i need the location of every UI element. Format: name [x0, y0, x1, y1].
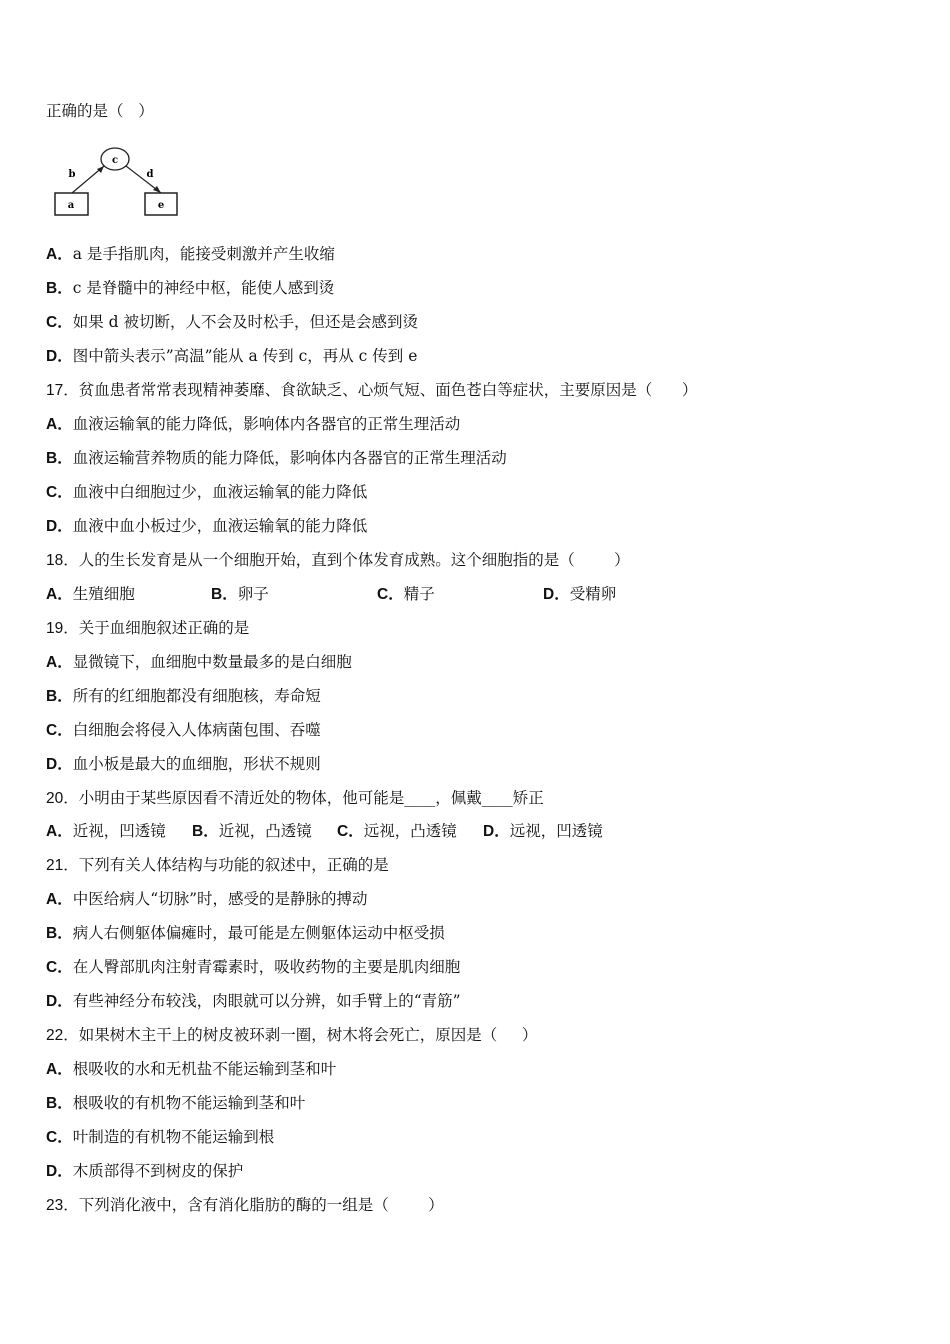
q20-option-a — [46, 821, 166, 842]
option-label: A． — [46, 654, 73, 671]
option-label: A． — [46, 823, 73, 840]
edge-b-label: b — [68, 169, 76, 180]
q20-options-row — [46, 821, 846, 841]
q18-option-c — [377, 584, 435, 605]
q23-stem — [46, 1195, 444, 1216]
option-text: 远视，凸透镜 — [363, 822, 457, 840]
q16-option-b — [46, 278, 334, 299]
option-text: c 是脊髓中的神经中枢，能使人感到烫 — [72, 279, 335, 297]
q19-stem — [46, 618, 249, 639]
option-label: C． — [46, 314, 73, 331]
node-c-label: c — [111, 155, 119, 166]
q21-stem — [46, 855, 389, 876]
option-label: B． — [46, 688, 73, 705]
q21-option-b — [46, 923, 445, 944]
option-label: D． — [46, 518, 73, 535]
option-text: 叶制造的有机物不能运输到根 — [72, 1128, 275, 1146]
q17-option-a — [46, 414, 460, 435]
option-text: 中医给病人“切脉”时，感受的是静脉的搏动 — [72, 890, 368, 908]
option-label: A． — [46, 586, 73, 603]
option-text: 精子 — [403, 585, 435, 603]
option-label: B． — [46, 450, 73, 467]
question-text: 贫血患者常常表现精神萎靡、食欲缺乏、心烦气短、面色苍白等症状，主要原因是（ ） — [78, 381, 698, 399]
q18-options-row — [46, 584, 846, 604]
option-label: C． — [46, 1129, 73, 1146]
q20-option-c — [337, 821, 457, 842]
q21-option-a — [46, 889, 368, 910]
option-label: A． — [46, 891, 73, 908]
q16-option-d — [46, 346, 417, 367]
reflex-arc-diagram — [46, 142, 186, 222]
edge-b-arrowhead — [97, 166, 104, 173]
q16-option-c — [46, 312, 418, 333]
option-text: 根吸收的有机物不能运输到茎和叶 — [72, 1094, 306, 1112]
q17-option-b — [46, 448, 507, 469]
option-label: C． — [46, 959, 73, 976]
option-text: 受精卵 — [569, 585, 617, 603]
option-text: 有些神经分布较浅，肉眼就可以分辨，如手臂上的“青筋” — [72, 992, 461, 1010]
option-label: D． — [46, 756, 73, 773]
option-label: B． — [46, 1095, 73, 1112]
option-label: A． — [46, 1061, 73, 1078]
question-number: 18． — [46, 552, 79, 569]
question-text: 如果树木主干上的树皮被环剥一圈，树木将会死亡，原因是（ ） — [78, 1026, 538, 1044]
option-label: D． — [46, 348, 73, 365]
question-number: 19． — [46, 620, 79, 637]
option-text: 图中箭头表示”高温”能从 a 传到 c，再从 c 传到 e — [72, 347, 418, 365]
option-label: C． — [46, 484, 73, 501]
edge-d-label: d — [146, 169, 154, 180]
option-text: 生殖细胞 — [72, 585, 135, 603]
node-e-label: e — [157, 200, 165, 211]
option-label: C． — [337, 823, 364, 840]
question-number: 23． — [46, 1197, 79, 1214]
option-text: 血小板是最大的血细胞，形状不规则 — [72, 755, 321, 773]
option-text: 显微镜下，血细胞中数量最多的是白细胞 — [72, 653, 352, 671]
question-number: 20． — [46, 790, 79, 807]
option-text: 近视，凹透镜 — [72, 822, 166, 840]
q19-option-d — [46, 754, 321, 775]
question-text: 下列有关人体结构与功能的叙述中，正确的是 — [78, 856, 389, 874]
question-number: 17． — [46, 382, 79, 399]
option-text: 血液运输营养物质的能力降低，影响体内各器官的正常生理活动 — [72, 449, 507, 467]
q18-option-a — [46, 584, 135, 605]
q22-option-b — [46, 1093, 305, 1114]
question-number: 22． — [46, 1027, 79, 1044]
option-label: B． — [46, 925, 73, 942]
question-text: 人的生长发育是从一个细胞开始，直到个体发育成熟。这个细胞指的是（ ） — [78, 551, 630, 569]
option-text: 血液中血小板过少，血液运输氧的能力降低 — [72, 517, 368, 535]
q22-stem — [46, 1025, 537, 1046]
option-text: a 是手指肌肉，能接受刺激并产生收缩 — [72, 245, 335, 263]
option-label: D． — [483, 823, 510, 840]
q20-stem — [46, 788, 544, 809]
option-label: C． — [46, 722, 73, 739]
q18-option-b — [211, 584, 269, 605]
question-text: 小明由于某些原因看不清近处的物体，他可能是____，佩戴____矫正 — [78, 789, 544, 807]
question-number: 21． — [46, 857, 79, 874]
option-label: B． — [46, 280, 73, 297]
option-label: B． — [211, 586, 238, 603]
node-a-label: a — [67, 200, 75, 211]
option-text: 血液中白细胞过少，血液运输氧的能力降低 — [72, 483, 368, 501]
q18-option-d — [543, 584, 616, 605]
option-label: D． — [46, 1163, 73, 1180]
q18-stem — [46, 550, 630, 571]
q17-option-d — [46, 516, 367, 537]
q22-option-a — [46, 1059, 336, 1080]
q19-option-a — [46, 652, 352, 673]
option-label: D． — [543, 586, 570, 603]
option-text: 血液运输氧的能力降低，影响体内各器官的正常生理活动 — [72, 415, 461, 433]
q20-option-d — [483, 821, 603, 842]
option-label: B． — [192, 823, 219, 840]
q19-option-c — [46, 720, 321, 741]
q17-option-c — [46, 482, 367, 503]
question-text: 下列消化液中，含有消化脂肪的酶的一组是（ ） — [78, 1196, 444, 1214]
option-text: 近视，凸透镜 — [218, 822, 312, 840]
q16-stem-tail: 正确的是（ ） — [46, 102, 154, 120]
option-label: D． — [46, 993, 73, 1010]
q22-option-d — [46, 1161, 243, 1182]
option-text: 如果 d 被切断，人不会及时松手，但还是会感到烫 — [72, 313, 418, 331]
q20-option-b — [192, 821, 312, 842]
q21-option-c — [46, 957, 460, 978]
q19-option-b — [46, 686, 321, 707]
option-label: C． — [377, 586, 404, 603]
option-text: 所有的红细胞都没有细胞核，寿命短 — [72, 687, 321, 705]
q16-option-a — [46, 244, 335, 265]
option-text: 木质部得不到树皮的保护 — [72, 1162, 244, 1180]
option-text: 卵子 — [237, 585, 269, 603]
option-text: 病人右侧躯体偏瘫时，最可能是左侧躯体运动中枢受损 — [72, 924, 445, 942]
q22-option-c — [46, 1127, 274, 1148]
option-label: A． — [46, 246, 73, 263]
option-text: 白细胞会将侵入人体病菌包围、吞噬 — [72, 721, 321, 739]
q17-stem — [46, 380, 697, 401]
option-text: 在人臀部肌肉注射青霉素时，吸收药物的主要是肌肉细胞 — [72, 958, 461, 976]
option-label: A． — [46, 416, 73, 433]
q21-option-d — [46, 991, 461, 1012]
option-text: 远视，凹透镜 — [509, 822, 603, 840]
option-text: 根吸收的水和无机盐不能运输到茎和叶 — [72, 1060, 337, 1078]
question-text: 关于血细胞叙述正确的是 — [78, 619, 250, 637]
